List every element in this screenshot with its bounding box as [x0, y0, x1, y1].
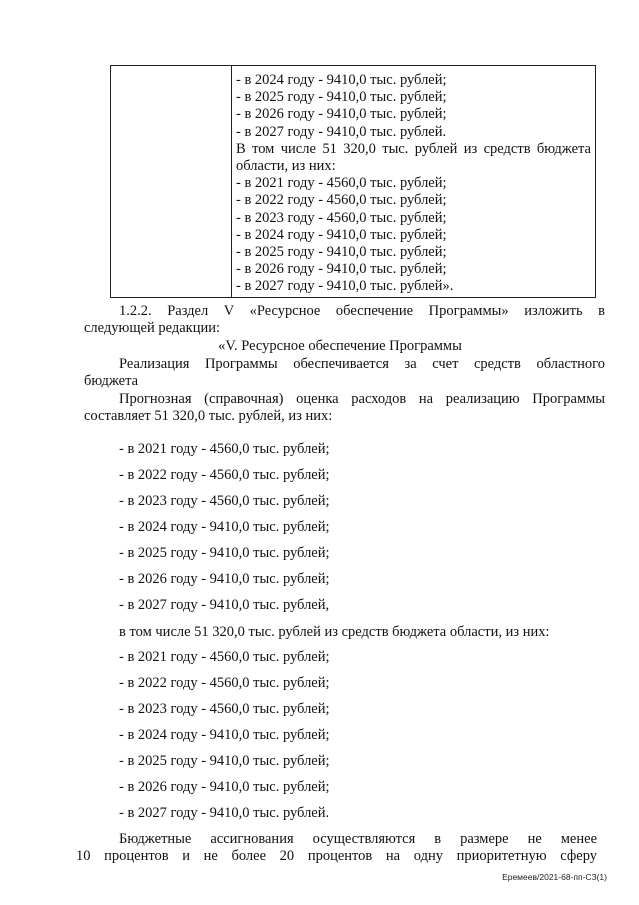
list-item: - в 2025 году - 9410,0 тыс. рублей;	[119, 753, 330, 769]
table-line: - в 2024 году - 9410,0 тыс. рублей;	[236, 72, 447, 88]
table-value-cell	[236, 72, 591, 295]
paragraph-estimate-line: составляет 51 320,0 тыс. рублей, из них:	[84, 408, 333, 424]
paragraph-amendment-line: 1.2.2. Раздел V «Ресурсное обеспечение Программы» изложить в	[119, 303, 605, 319]
list-item: - в 2026 году - 9410,0 тыс. рублей;	[119, 779, 330, 795]
paragraph-allocation-line: Бюджетные ассигнования осуществляются в размере не менее	[119, 831, 597, 847]
list-item: - в 2027 году - 9410,0 тыс. рублей.	[119, 805, 330, 821]
list-item: - в 2024 году - 9410,0 тыс. рублей;	[119, 519, 330, 535]
table-line: В том числе 51 320,0 тыс. рублей из средств бюджета	[236, 140, 591, 157]
paragraph-funding-line: бюджета	[84, 373, 139, 389]
table-line: - в 2027 году - 9410,0 тыс. рублей».	[236, 278, 454, 295]
table-column-divider	[231, 66, 232, 297]
table-line: - в 2023 году - 4560,0 тыс. рублей;	[236, 209, 447, 226]
section-heading: «V. Ресурсное обеспечение Программы	[218, 338, 462, 354]
table-line: - в 2022 году - 4560,0 тыс. рублей;	[236, 192, 447, 209]
paragraph-amendment-line: следующей редакции:	[84, 320, 221, 336]
list-item: - в 2023 году - 4560,0 тыс. рублей;	[119, 701, 330, 717]
list-item: - в 2022 году - 4560,0 тыс. рублей;	[119, 467, 330, 483]
list-item: - в 2022 году - 4560,0 тыс. рублей;	[119, 675, 330, 691]
table-line: - в 2027 году - 9410,0 тыс. рублей.	[236, 123, 447, 140]
list-item: - в 2021 году - 4560,0 тыс. рублей;	[119, 649, 330, 665]
regional-budget-intro: в том числе 51 320,0 тыс. рублей из средств бюджета области, из них:	[119, 624, 550, 640]
table-line: - в 2025 году - 9410,0 тыс. рублей;	[236, 243, 447, 260]
list-item: - в 2027 году - 9410,0 тыс. рублей,	[119, 597, 330, 613]
list-item: - в 2025 году - 9410,0 тыс. рублей;	[119, 545, 330, 561]
table-line: - в 2021 году - 4560,0 тыс. рублей;	[236, 175, 447, 192]
paragraph-allocation-line: 10 процентов и не более 20 процентов на одну приоритетную сферу	[76, 848, 597, 864]
table-line: области, из них:	[236, 157, 336, 174]
table-line: - в 2024 году - 9410,0 тыс. рублей;	[236, 226, 447, 243]
paragraph-estimate-line: Прогнозная (справочная) оценка расходов на реализацию Программы	[119, 391, 605, 407]
table-line: - в 2025 году - 9410,0 тыс. рублей;	[236, 89, 447, 106]
list-item: - в 2026 году - 9410,0 тыс. рублей;	[119, 571, 330, 587]
table-line: - в 2026 году - 9410,0 тыс. рублей;	[236, 106, 447, 123]
list-item: - в 2023 году - 4560,0 тыс. рублей;	[119, 493, 330, 509]
document-footer-code: Еремеев/2021-68-пп-СЗ(1)	[502, 872, 607, 882]
resource-table	[110, 65, 596, 298]
list-item: - в 2024 году - 9410,0 тыс. рублей;	[119, 727, 330, 743]
list-item: - в 2021 году - 4560,0 тыс. рублей;	[119, 441, 330, 457]
paragraph-funding-line: Реализация Программы обеспечивается за счет средств областного	[119, 356, 605, 372]
table-line: - в 2026 году - 9410,0 тыс. рублей;	[236, 261, 447, 278]
